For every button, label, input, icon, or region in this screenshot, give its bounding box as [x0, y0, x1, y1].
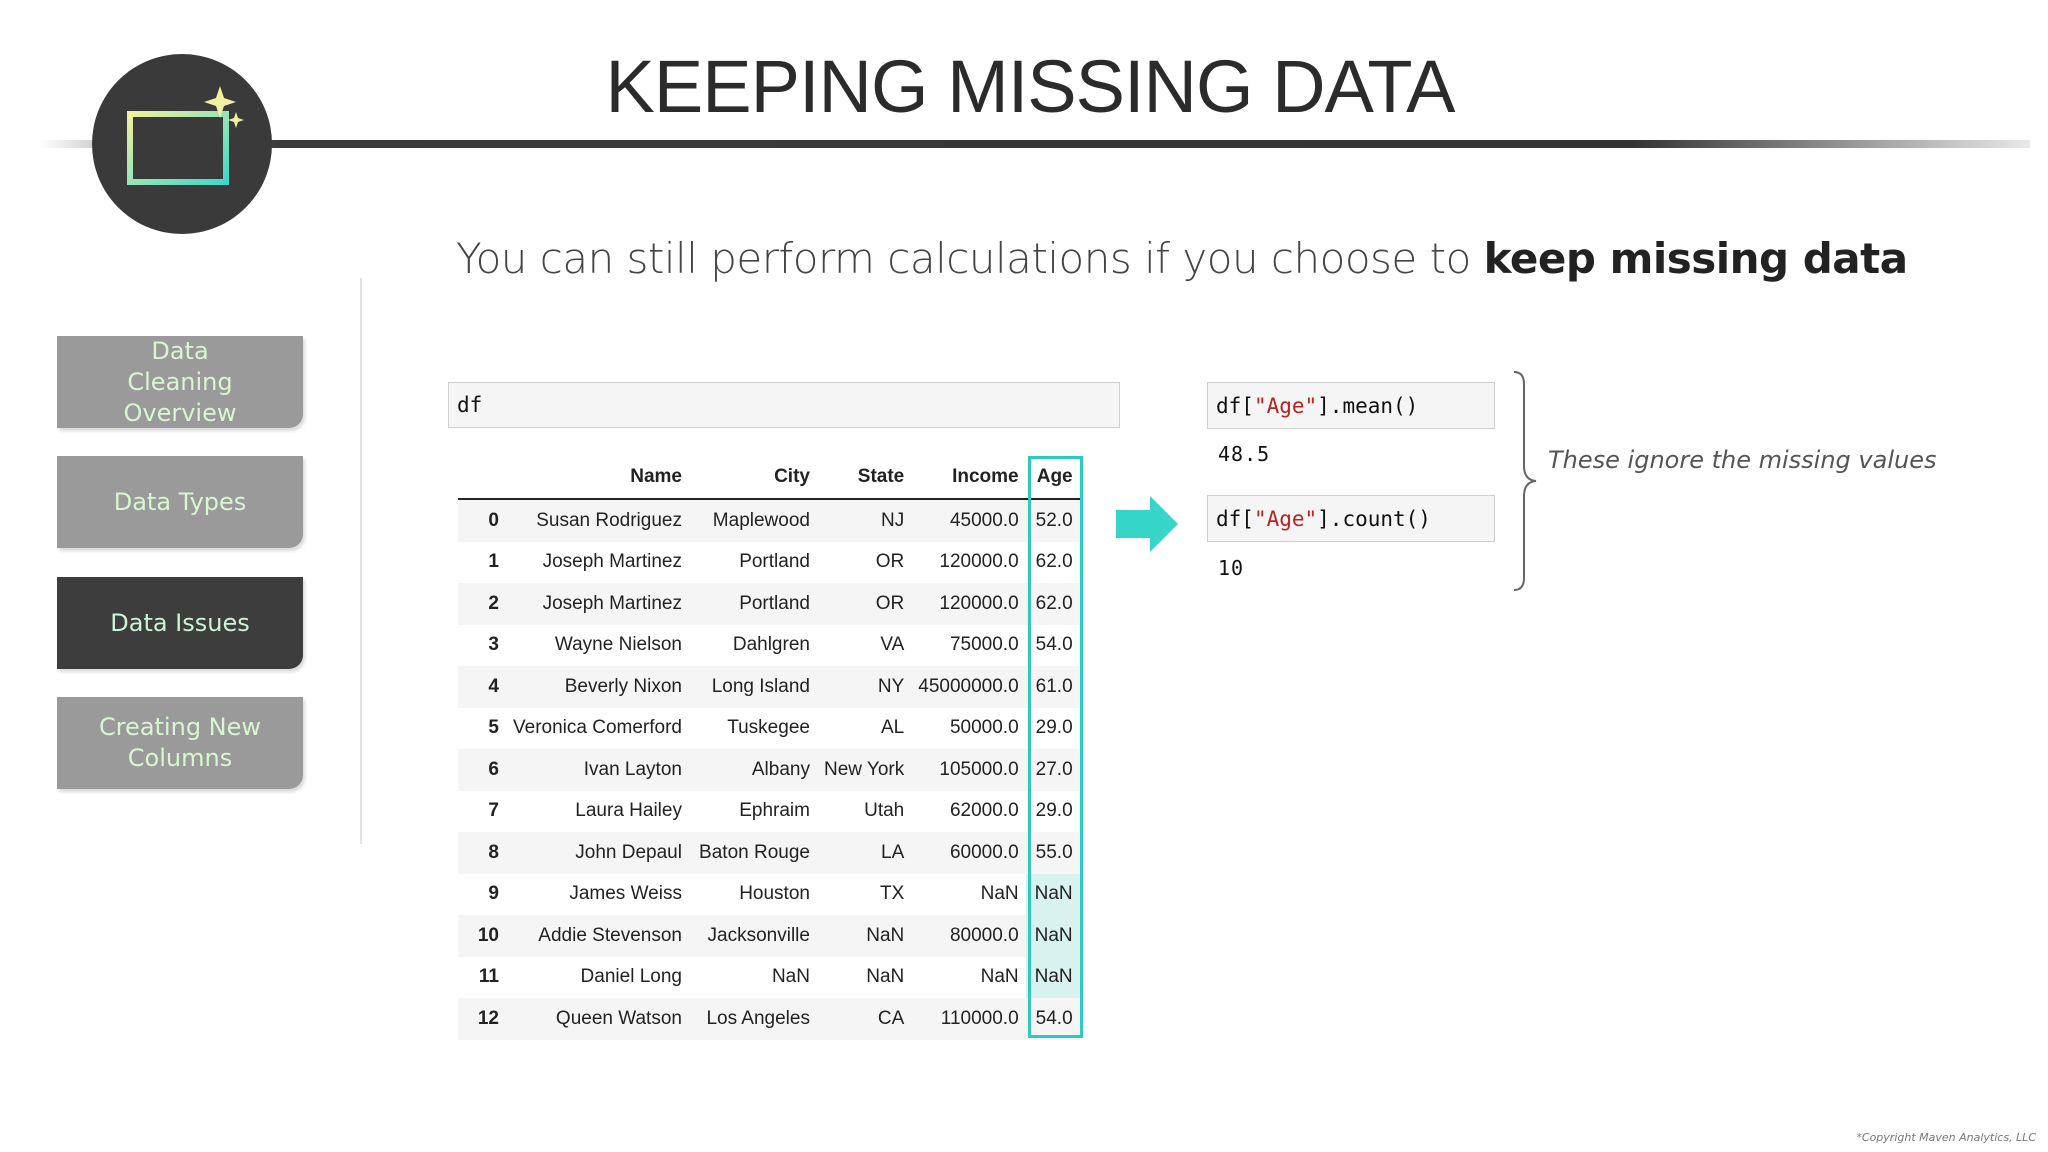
code-cell-df[interactable] — [448, 382, 1120, 428]
cell-state: CA — [877, 1007, 905, 1029]
cell-income: 120000.0 — [939, 592, 1019, 614]
subtitle-text: You can still perform calculations if you choose to — [456, 234, 1484, 283]
row-index: 3 — [488, 634, 499, 656]
cell-income: 45000.0 — [949, 509, 1019, 531]
sidebar-item-label: Data Cleaning Overview — [123, 336, 237, 427]
row-index: 8 — [488, 841, 499, 863]
cell-state: AL — [881, 717, 905, 739]
row-index: 2 — [488, 592, 499, 614]
arrow-right-icon — [1116, 496, 1180, 552]
table-row — [458, 625, 1080, 667]
cell-state: New York — [823, 758, 905, 780]
cell-city: Albany — [751, 758, 810, 780]
cell-city: Portland — [739, 592, 810, 614]
row-index: 0 — [488, 509, 499, 531]
cell-name: Addie Stevenson — [538, 924, 682, 946]
column-header: State — [817, 456, 911, 499]
table-row — [458, 874, 1080, 916]
cell-income: 75000.0 — [949, 634, 1019, 656]
cell-name: James Weiss — [569, 883, 682, 905]
cell-city: Portland — [739, 551, 810, 573]
cell-city: NaN — [771, 966, 810, 988]
cell-name: Ivan Layton — [583, 758, 682, 780]
cell-income: 60000.0 — [949, 841, 1019, 863]
cell-name: John Depaul — [575, 841, 682, 863]
cell-name: Veronica Comerford — [513, 717, 682, 739]
cell-age: 55.0 — [1035, 841, 1073, 863]
table-row — [458, 791, 1080, 833]
cell-state: OR — [875, 592, 905, 614]
row-index: 4 — [488, 675, 499, 697]
table-row — [458, 749, 1080, 791]
cell-name: Wayne Nielson — [554, 634, 682, 656]
cell-state: Utah — [864, 800, 905, 822]
cell-income: 105000.0 — [939, 758, 1019, 780]
cell-income: 62000.0 — [949, 800, 1019, 822]
cell-name: Joseph Martinez — [542, 592, 682, 614]
code-text: ].count() — [1317, 506, 1431, 531]
mean-output: 48.5 — [1218, 442, 1271, 466]
sidebar-item-label: Creating New Columns — [98, 713, 262, 772]
cell-city: Los Angeles — [706, 1007, 810, 1029]
code-string: "Age" — [1253, 506, 1318, 531]
sidebar-item-data-types[interactable] — [57, 456, 303, 548]
cell-income: NaN — [980, 966, 1019, 988]
cell-city: Ephraim — [739, 800, 810, 822]
copyright: *Copyright Maven Analytics, LLC — [1856, 1131, 2036, 1144]
cell-city: Long Island — [711, 675, 810, 697]
cell-city: Maplewood — [712, 509, 810, 531]
cell-state: LA — [881, 841, 905, 863]
row-index: 11 — [478, 966, 499, 988]
column-header-age: Age — [1026, 456, 1080, 499]
count-output: 10 — [1218, 556, 1245, 580]
column-header: Name — [506, 456, 689, 499]
row-index: 5 — [488, 717, 499, 739]
code-text: ].mean() — [1317, 393, 1419, 418]
cell-income: 50000.0 — [949, 717, 1019, 739]
title-divider — [40, 140, 2030, 148]
row-index: 6 — [488, 758, 499, 780]
table-row — [458, 542, 1080, 584]
cell-age: 54.0 — [1035, 634, 1073, 656]
table-row — [458, 583, 1080, 625]
sidebar-item-data-issues[interactable] — [57, 577, 303, 669]
sidebar-item-creating-new-columns[interactable] — [57, 697, 303, 789]
cell-age: 54.0 — [1035, 1007, 1073, 1029]
code-text: df[ — [1216, 393, 1254, 418]
column-header: Income — [911, 456, 1025, 499]
sidebar-divider — [360, 278, 362, 844]
cell-age: 29.0 — [1035, 717, 1073, 739]
index-header — [458, 456, 506, 499]
cell-age: 62.0 — [1035, 592, 1073, 614]
cell-state: NaN — [866, 924, 905, 946]
row-index: 1 — [488, 551, 499, 573]
cell-income: 120000.0 — [939, 551, 1019, 573]
cell-age: 29.0 — [1035, 800, 1073, 822]
cell-city: Jacksonville — [707, 924, 810, 946]
cell-name: Beverly Nixon — [564, 675, 682, 697]
sidebar-item-label: Data Issues — [110, 608, 250, 637]
cell-name: Laura Hailey — [575, 800, 682, 822]
cell-state: NY — [877, 675, 905, 697]
cell-name: Queen Watson — [555, 1007, 682, 1029]
curly-brace-icon — [1508, 370, 1548, 592]
annotation-note: These ignore the missing values — [1548, 446, 1937, 474]
cell-name: Daniel Long — [580, 966, 682, 988]
cell-city: Baton Rouge — [699, 841, 810, 863]
table-row — [458, 832, 1080, 874]
cell-income: 45000000.0 — [918, 675, 1019, 697]
sidebar-item-label: Data Types — [113, 487, 247, 516]
row-index: 10 — [477, 924, 499, 946]
table-header-row — [458, 456, 1080, 499]
cell-city: Dahlgren — [732, 634, 810, 656]
table-row — [458, 915, 1080, 957]
row-index: 9 — [488, 883, 499, 905]
cell-age: 62.0 — [1035, 551, 1073, 573]
table-row — [458, 708, 1080, 750]
code-cell-mean[interactable] — [1207, 382, 1495, 429]
code-cell-count[interactable] — [1207, 495, 1495, 542]
code-string: "Age" — [1253, 393, 1318, 418]
sparkle-table-icon — [92, 54, 272, 234]
cell-city: Tuskegee — [727, 717, 810, 739]
cell-name: Susan Rodriguez — [536, 509, 682, 531]
table-row — [458, 998, 1080, 1040]
cell-age: 61.0 — [1035, 675, 1073, 697]
cell-age: 52.0 — [1035, 509, 1073, 531]
sidebar-item-data-cleaning-overview[interactable] — [57, 336, 303, 428]
cell-income: 80000.0 — [949, 924, 1019, 946]
table-row — [458, 666, 1080, 708]
code-text: df — [457, 393, 483, 417]
table-row — [458, 499, 1080, 542]
cell-age: 27.0 — [1035, 758, 1073, 780]
subtitle-emphasis: keep missing data — [1483, 234, 1908, 283]
cell-state: OR — [875, 551, 905, 573]
cell-city: Houston — [739, 883, 810, 905]
cell-age: NaN — [1026, 957, 1080, 999]
cell-name: Joseph Martinez — [542, 551, 682, 573]
code-text: df[ — [1216, 506, 1254, 531]
row-index: 12 — [477, 1007, 499, 1029]
page-title: KEEPING MISSING DATA — [605, 45, 1455, 128]
cell-state: TX — [879, 883, 905, 905]
cell-state: VA — [880, 634, 905, 656]
cell-state: NaN — [866, 966, 905, 988]
cell-age: NaN — [1026, 915, 1080, 957]
dataframe-table — [458, 456, 1080, 1040]
row-index: 7 — [488, 800, 499, 822]
subtitle — [456, 234, 1908, 283]
logo — [92, 54, 272, 234]
cell-age: NaN — [1026, 874, 1080, 916]
cell-income: 110000.0 — [940, 1007, 1019, 1029]
cell-income: NaN — [980, 883, 1019, 905]
column-header: City — [689, 456, 817, 499]
cell-state: NJ — [881, 509, 905, 531]
table-row — [458, 957, 1080, 999]
